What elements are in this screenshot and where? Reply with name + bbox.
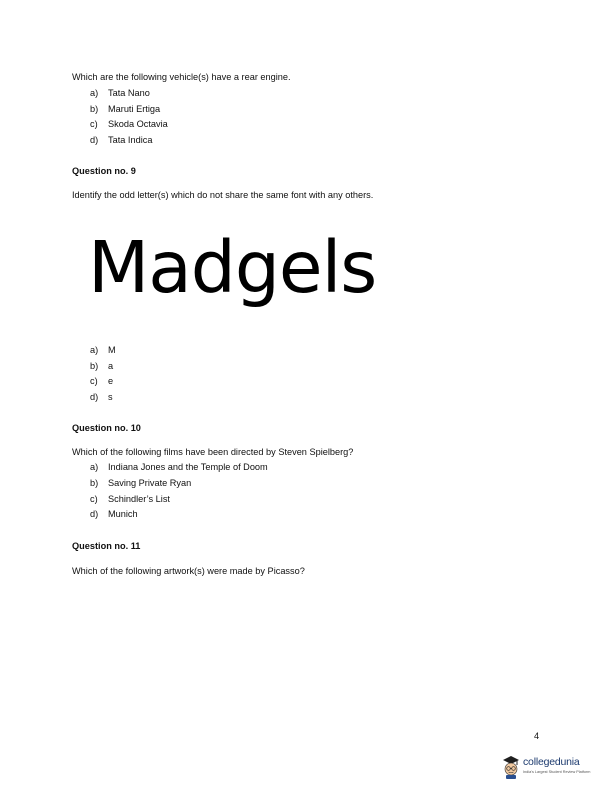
question-10-text: Which of the following films have been directed by Steven Spielberg? bbox=[72, 447, 354, 457]
option-letter: c) bbox=[90, 493, 98, 504]
logo-wordmark: collegedunia bbox=[523, 756, 580, 768]
option-text: s bbox=[108, 391, 113, 402]
option-text: Tata Indica bbox=[108, 134, 153, 145]
option-text: Indiana Jones and the Temple of Doom bbox=[108, 462, 268, 472]
option-text: e bbox=[108, 376, 114, 386]
option-letter: d) bbox=[90, 391, 99, 402]
option-text: Saving Private Ryan bbox=[108, 478, 192, 488]
option-letter: c) bbox=[90, 119, 98, 129]
option-letter: a) bbox=[90, 345, 99, 355]
option-letter: b) bbox=[90, 103, 99, 114]
option-letter: c) bbox=[90, 376, 98, 386]
option-text: a bbox=[108, 360, 114, 371]
option-letter: d) bbox=[90, 134, 99, 145]
question-11-heading: Question no. 11 bbox=[72, 541, 141, 551]
question-11-text: Which of the following artwork(s) were made by Picasso? bbox=[72, 566, 305, 576]
option-text: Tata Nano bbox=[108, 88, 150, 98]
option-text: Skoda Octavia bbox=[108, 119, 168, 129]
question-10-heading: Question no. 10 bbox=[72, 423, 141, 433]
option-letter: a) bbox=[90, 462, 99, 472]
question-9-text: Identify the odd letter(s) which do not share the same font with any others. bbox=[72, 190, 374, 200]
option-text: Munich bbox=[108, 509, 138, 519]
figure-word: Madgels bbox=[88, 226, 377, 309]
collegedunia-logo bbox=[500, 752, 600, 782]
logo-tagline: India's Largest Student Review Platform bbox=[523, 770, 591, 774]
option-text: Maruti Ertiga bbox=[108, 103, 161, 114]
option-text: M bbox=[108, 345, 116, 355]
page-number: 4 bbox=[534, 731, 540, 741]
option-text: Schindler’s List bbox=[108, 493, 170, 504]
option-letter: a) bbox=[90, 88, 99, 98]
option-letter: d) bbox=[90, 509, 99, 519]
question-9-heading: Question no. 9 bbox=[72, 166, 136, 176]
graduate-mascot-icon bbox=[500, 754, 522, 780]
option-letter: b) bbox=[90, 360, 99, 371]
option-letter: b) bbox=[90, 478, 99, 488]
question-8-text: Which are the following vehicle(s) have a rear engine. bbox=[72, 72, 291, 82]
